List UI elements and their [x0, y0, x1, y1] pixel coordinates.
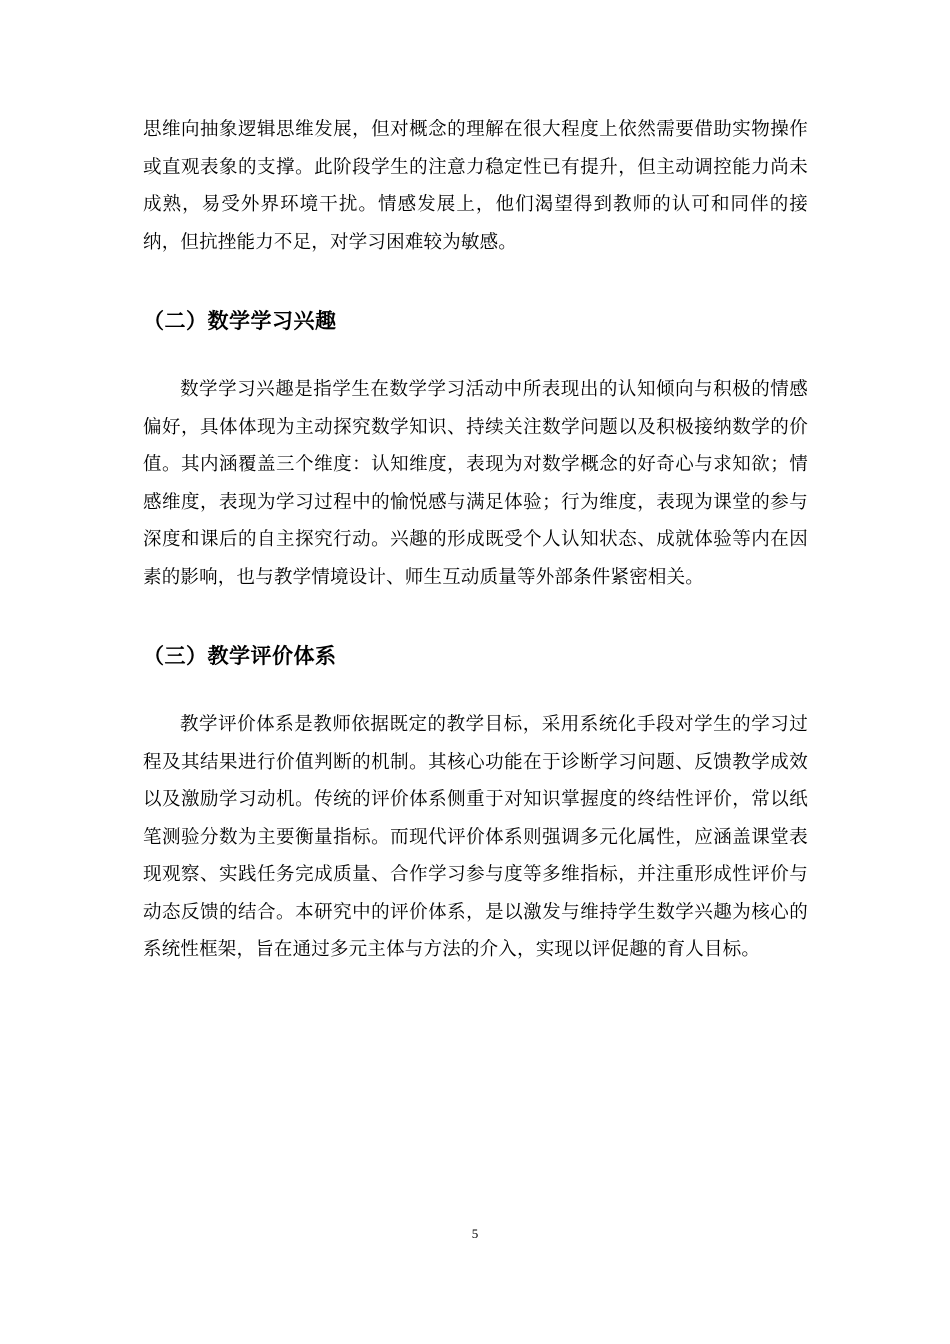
paragraph-math-interest: 数学学习兴趣是指学生在数学学习活动中所表现出的认知倾向与积极的情感偏好，具体体现为主动探究数学知识、持续关注数学问题以及积极接纳数学的价值。其内涵覆盖三个维度：认知维度，表现为对数学概念的好奇心与求知欲；情感维度，表现为学习过程中的愉悦感与满足体验；行为维度，表现为课堂的参与深度和课后的自主探究行动。兴趣的形成既受个人认知状态、成就体验等内在因素的影响，也与教学情境设计、师生互动质量等外部条件紧密相关。	[143, 379, 808, 588]
paragraph-evaluation-system: 教学评价体系是教师依据既定的教学目标，采用系统化手段对学生的学习过程及其结果进行价值判断的机制。其核心功能在于诊断学习问题、反馈教学成效以及激励学习动机。传统的评价体系侧重于对知识掌握度的终结性评价，常以纸笔测验分数为主要衡量指标。而现代评价体系则强调多元化属性，应涵盖课堂表现观察、实践任务完成质量、合作学习参与度等多维指标，并注重形成性评价与动态反馈的结合。本研究中的评价体系，是以激发与维持学生数学兴趣为核心的系统性框架，旨在通过多元主体与方法的介入，实现以评促趣的育人目标。	[143, 714, 808, 960]
spacer	[143, 671, 808, 706]
section-heading-math-interest: （二）数学学习兴趣	[143, 309, 337, 333]
spacer	[143, 261, 808, 306]
page-number: 5	[471, 1226, 479, 1241]
page-content	[143, 111, 808, 969]
section-heading-evaluation-system: （三）教学评价体系	[143, 644, 337, 668]
spacer	[143, 596, 808, 641]
spacer	[143, 336, 808, 371]
paragraph-continuation: 思维向抽象逻辑思维发展，但对概念的理解在很大程度上依然需要借助实物操作或直观表象的支撑。此阶段学生的注意力稳定性已有提升，但主动调控能力尚未成熟，易受外界环境干扰。情感发展上，他们渴望得到教师的认可和同伴的接纳，但抗挫能力不足，对学习困难较为敏感。	[143, 119, 808, 253]
